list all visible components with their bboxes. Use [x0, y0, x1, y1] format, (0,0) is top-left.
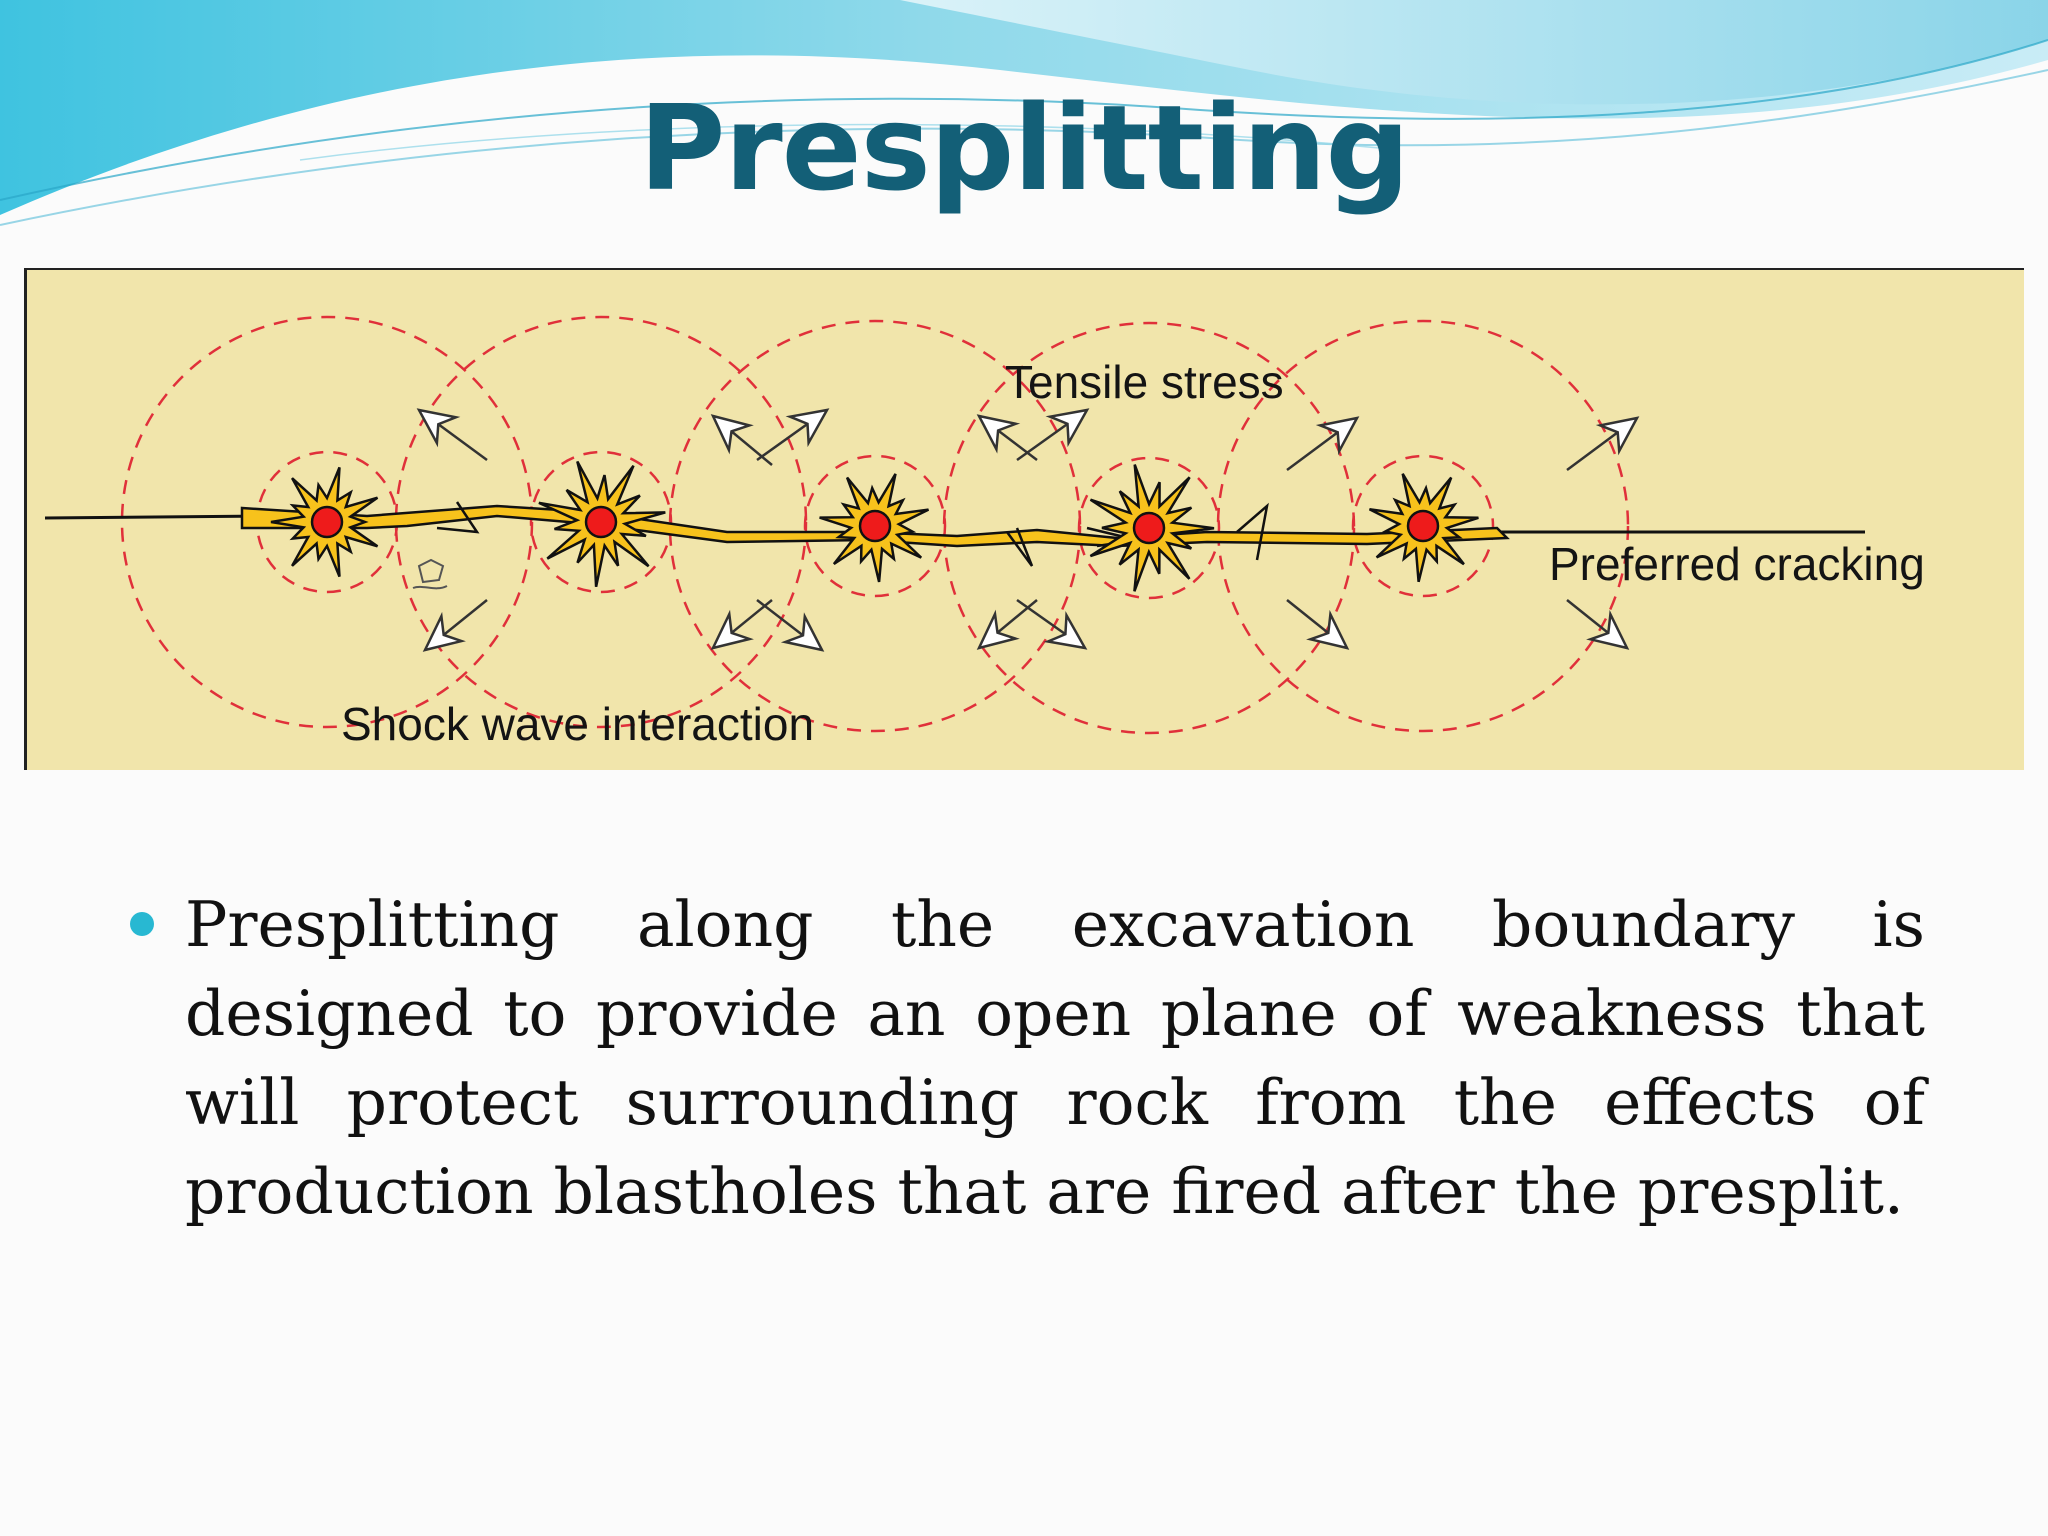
- stress-arrow-icon: [419, 410, 487, 460]
- slide-title: Presplitting: [638, 79, 1410, 217]
- stress-arrow-icon: [1017, 600, 1085, 648]
- hole-3: [860, 511, 890, 541]
- diagram-canvas: [27, 270, 2027, 772]
- blasthole-icon: [1370, 474, 1479, 582]
- hole-4: [1134, 513, 1164, 543]
- blasthole-icon: [820, 474, 929, 582]
- crack-line-left: [45, 516, 267, 518]
- stress-arrow-icon: [757, 410, 827, 460]
- hole-5: [1408, 511, 1438, 541]
- stress-arrow-icon: [425, 600, 487, 650]
- blasthole-icon: [271, 467, 378, 576]
- bullet-text: Presplitting along the excavation boundary is designed to provide an open plane of weakness that will protect surrounding rock from the effects of production blastholes that are fired after the presplit.: [185, 888, 1925, 1228]
- tensile-stress-label: Tensile stress: [1005, 356, 1284, 408]
- hole-1: [312, 507, 342, 537]
- blastholes: [271, 462, 1478, 592]
- stress-arrow-icon: [713, 600, 772, 648]
- hole-2: [586, 507, 616, 537]
- bullet-dot-icon: [130, 912, 154, 936]
- shock-wave-interaction-label: Shock wave interaction: [341, 698, 815, 750]
- blasthole-icon: [1090, 465, 1214, 592]
- presplit-diagram: [24, 268, 2024, 770]
- preferred-cracking-label: Preferred cracking: [1549, 538, 1925, 590]
- debris-icon: [413, 560, 447, 588]
- stress-arrow-icon: [1567, 600, 1627, 648]
- stress-arrow-icon: [1567, 418, 1637, 470]
- stress-arrow-icon: [1017, 410, 1087, 460]
- stress-arrow-icon: [1287, 418, 1357, 470]
- bullet-list: [130, 880, 1925, 1236]
- stress-arrow-icon: [713, 416, 772, 465]
